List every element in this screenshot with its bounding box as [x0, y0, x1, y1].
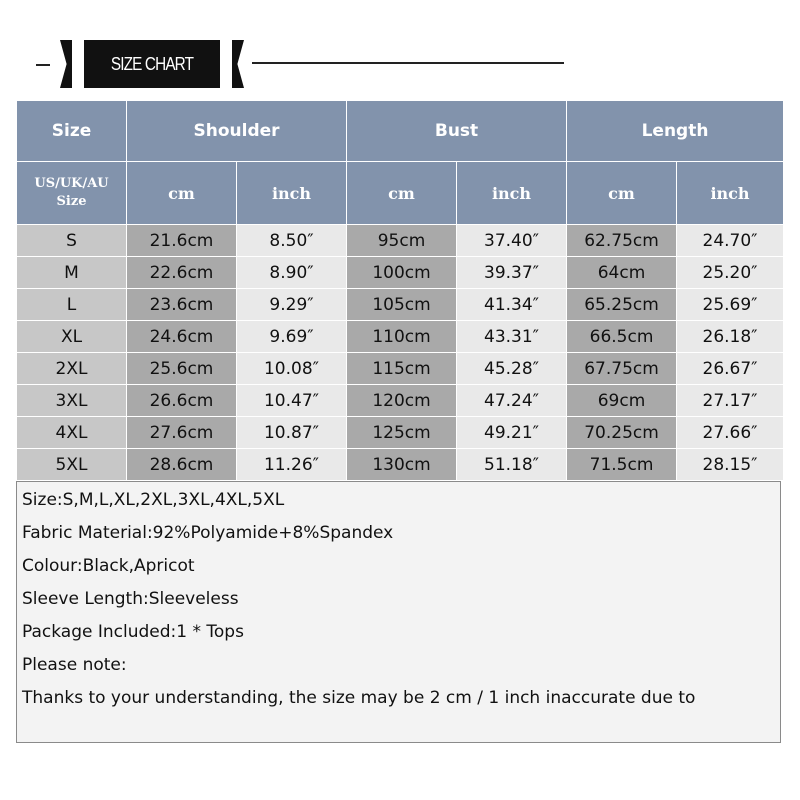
cell-length-cm: 71.5cm: [567, 449, 677, 481]
cell-size: 3XL: [17, 385, 127, 417]
info-size-line: Size:S,M,L,XL,2XL,3XL,4XL,5XL: [22, 490, 285, 510]
size-region-sub: Size: [56, 194, 87, 209]
table-header-row: [17, 101, 784, 162]
cell-length-inch: 26.67″: [677, 353, 784, 385]
table-row: [17, 353, 784, 385]
cell-shoulder-cm: 24.6cm: [127, 321, 237, 353]
cell-bust-cm: 95cm: [347, 225, 457, 257]
cell-size: 4XL: [17, 417, 127, 449]
info-colour-line: Colour:Black,Apricot: [22, 556, 195, 576]
cell-shoulder-cm: 23.6cm: [127, 289, 237, 321]
info-sleeve-line: Sleeve Length:Sleeveless: [22, 589, 239, 609]
cell-shoulder-inch: 8.90″: [237, 257, 347, 289]
cell-bust-cm: 115cm: [347, 353, 457, 385]
cell-shoulder-cm: 21.6cm: [127, 225, 237, 257]
table-row: [17, 289, 784, 321]
cell-length-cm: 70.25cm: [567, 417, 677, 449]
cell-bust-inch: 51.18″: [457, 449, 567, 481]
banner-ribbon-right: [232, 40, 244, 88]
banner-ribbon-left: [60, 40, 72, 88]
cell-bust-cm: 110cm: [347, 321, 457, 353]
cell-length-inch: 24.70″: [677, 225, 784, 257]
cell-shoulder-cm: 27.6cm: [127, 417, 237, 449]
cell-shoulder-cm: 25.6cm: [127, 353, 237, 385]
cell-shoulder-inch: 9.69″: [237, 321, 347, 353]
table-row: [17, 385, 784, 417]
info-note-heading: Please note:: [22, 655, 127, 675]
cell-shoulder-inch: 8.50″: [237, 225, 347, 257]
cell-length-cm: 64cm: [567, 257, 677, 289]
unit-length-inch: inch: [677, 162, 784, 225]
unit-length-cm: cm: [567, 162, 677, 225]
size-region-label: US/UK/AU: [34, 176, 109, 191]
cell-length-cm: 66.5cm: [567, 321, 677, 353]
header-bust: Bust: [347, 101, 567, 162]
product-info-box: [16, 481, 781, 743]
table-row: [17, 321, 784, 353]
cell-size: 2XL: [17, 353, 127, 385]
cell-bust-cm: 100cm: [347, 257, 457, 289]
cell-shoulder-inch: 11.26″: [237, 449, 347, 481]
size-chart-banner: [60, 40, 244, 88]
info-package-line: Package Included:1 * Tops: [22, 622, 244, 642]
cell-size: XL: [17, 321, 127, 353]
cell-shoulder-cm: 28.6cm: [127, 449, 237, 481]
header-size: Size: [17, 101, 127, 162]
cell-size: L: [17, 289, 127, 321]
unit-shoulder-inch: inch: [237, 162, 347, 225]
size-table: [16, 100, 784, 481]
cell-length-inch: 28.15″: [677, 449, 784, 481]
unit-bust-cm: cm: [347, 162, 457, 225]
cell-bust-cm: 105cm: [347, 289, 457, 321]
cell-size: M: [17, 257, 127, 289]
cell-bust-inch: 49.21″: [457, 417, 567, 449]
cell-bust-inch: 45.28″: [457, 353, 567, 385]
table-row: [17, 225, 784, 257]
cell-length-inch: 25.69″: [677, 289, 784, 321]
table-unit-row: [17, 162, 784, 225]
table-row: [17, 257, 784, 289]
cell-bust-inch: 47.24″: [457, 385, 567, 417]
cell-length-inch: 27.17″: [677, 385, 784, 417]
cell-size: 5XL: [17, 449, 127, 481]
cell-length-cm: 67.75cm: [567, 353, 677, 385]
header-rule: [252, 62, 564, 64]
cell-bust-inch: 43.31″: [457, 321, 567, 353]
banner-title: SIZE CHART: [84, 40, 220, 88]
table-row: [17, 449, 784, 481]
unit-shoulder-cm: cm: [127, 162, 237, 225]
info-note-text: Thanks to your understanding, the size may be 2 cm / 1 inch inaccurate due to: [22, 688, 696, 708]
cell-bust-inch: 37.40″: [457, 225, 567, 257]
header-shoulder: Shoulder: [127, 101, 347, 162]
cell-shoulder-inch: 9.29″: [237, 289, 347, 321]
cell-length-cm: 69cm: [567, 385, 677, 417]
unit-bust-inch: inch: [457, 162, 567, 225]
cell-shoulder-cm: 22.6cm: [127, 257, 237, 289]
table-row: [17, 417, 784, 449]
header-dash: [36, 64, 50, 66]
cell-bust-inch: 41.34″: [457, 289, 567, 321]
cell-length-cm: 65.25cm: [567, 289, 677, 321]
cell-shoulder-inch: 10.47″: [237, 385, 347, 417]
cell-bust-cm: 130cm: [347, 449, 457, 481]
cell-bust-inch: 39.37″: [457, 257, 567, 289]
cell-length-inch: 25.20″: [677, 257, 784, 289]
cell-bust-cm: 120cm: [347, 385, 457, 417]
cell-shoulder-cm: 26.6cm: [127, 385, 237, 417]
cell-shoulder-inch: 10.08″: [237, 353, 347, 385]
header-length: Length: [567, 101, 784, 162]
cell-length-inch: 26.18″: [677, 321, 784, 353]
cell-length-inch: 27.66″: [677, 417, 784, 449]
cell-shoulder-inch: 10.87″: [237, 417, 347, 449]
cell-bust-cm: 125cm: [347, 417, 457, 449]
header-size-region: [17, 162, 127, 225]
cell-size: S: [17, 225, 127, 257]
info-fabric-line: Fabric Material:92%Polyamide+8%Spandex: [22, 523, 394, 543]
cell-length-cm: 62.75cm: [567, 225, 677, 257]
